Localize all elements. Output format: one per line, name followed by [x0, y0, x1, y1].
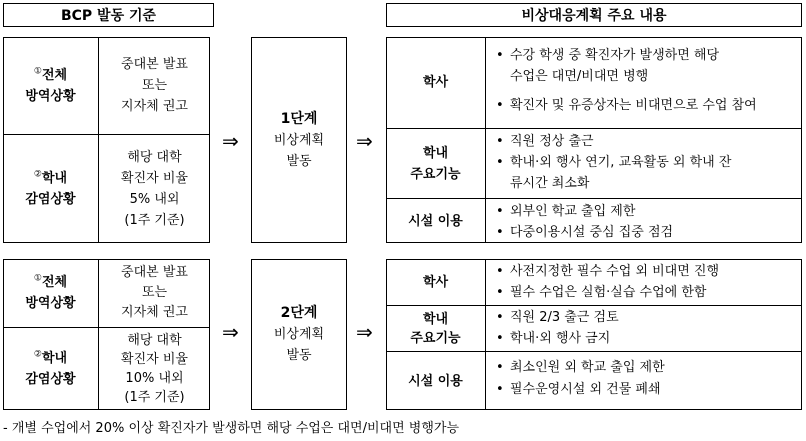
stage2-section-function-list: [496, 307, 798, 349]
list-item: • 필수 수업은 실험·실습 수업에 한함: [496, 285, 707, 300]
header-emergency-plan-text: 비상대응계획 주요 내용: [521, 8, 667, 24]
stage1-arrow-right: ⇒: [356, 129, 373, 153]
list-item: • 학내·외 행사 금지: [496, 331, 611, 346]
stage2-campus-criteria: 해당 대학 확진자 비율 10% 내외 (1주 기준): [121, 333, 188, 405]
list-item: • 다중이용시설 중심 집중 점검: [496, 225, 674, 240]
header-bcp-criteria-text: BCP 발동 기준: [60, 8, 157, 24]
stage2-arrow-right: ⇒: [356, 320, 373, 344]
list-item: • 사전지정한 필수 수업 외 비대면 진행: [496, 264, 720, 279]
stage2-section-function-label: 학내 주요기능: [410, 311, 461, 346]
list-item: • 학내·외 행사 연기, 교육활동 외 학내 잔 류시간 최소화: [496, 155, 732, 191]
stage1-section-academic-list: [496, 45, 798, 116]
stage1-overall-label: ①전체 방역상황: [25, 66, 76, 104]
list-item: • 직원 정상 출근: [496, 134, 594, 149]
stage1-section-function-label: 학내 주요기능: [410, 145, 461, 182]
stage2-title-cell: 2단계 비상계획 발동: [273, 305, 325, 363]
stage1-section-academic-label: 학사: [422, 75, 449, 90]
stage1-section-function-list: [496, 131, 798, 194]
stage2-section-academic-label: 학사: [422, 274, 449, 290]
stage2-arrow-left: ⇒: [222, 320, 239, 344]
stage1-section-facility-label: 시설 이용: [408, 213, 463, 229]
stage2-title: 2단계: [280, 305, 318, 321]
header-emergency-plan: [386, 3, 802, 27]
header-bcp-criteria: [3, 3, 214, 27]
stage2-section-academic-list: [496, 261, 798, 303]
stage1-title: 1단계: [280, 110, 318, 127]
stage1-campus-label: ②학내 감염상황: [25, 169, 76, 207]
list-item: • 최소인원 외 학교 출입 제한: [496, 360, 665, 375]
stage2-section-facility-list: [496, 357, 798, 401]
stage2-overall-criteria: 중대본 발표 또는 지자체 권고: [121, 265, 188, 320]
list-item: • 외부인 학교 출입 제한: [496, 204, 636, 219]
stage1-section-facility-list: [496, 201, 798, 243]
list-item: • 필수운영시설 외 건물 폐쇄: [496, 382, 661, 397]
stage1-campus-criteria: 해당 대학 확진자 비율 5% 내외 (1주 기준): [121, 150, 188, 228]
footnote: - 개별 수업에서 20% 이상 확진자가 발생하면 해당 수업은 대면/비대면 병행가능: [3, 421, 460, 436]
stage2-section-facility-label: 시설 이용: [408, 373, 463, 389]
list-item: • 직원 2/3 출근 검토: [496, 310, 619, 325]
list-item: • 확진자 및 유증상자는 비대면으로 수업 참여: [496, 98, 757, 113]
stage2-overall-label: ①전체 방역상황: [25, 273, 76, 311]
list-item: • 수강 학생 중 확진자가 발생하면 해당 수업은 대면/비대면 병행: [496, 48, 720, 84]
stage2-campus-label: ②학내 감염상황: [25, 349, 76, 387]
stage1-overall-criteria: 중대본 발표 또는 지자체 권고: [121, 57, 188, 114]
stage1-title-cell: 1단계 비상계획 발동: [273, 110, 325, 169]
stage1-arrow-left: ⇒: [222, 129, 239, 153]
